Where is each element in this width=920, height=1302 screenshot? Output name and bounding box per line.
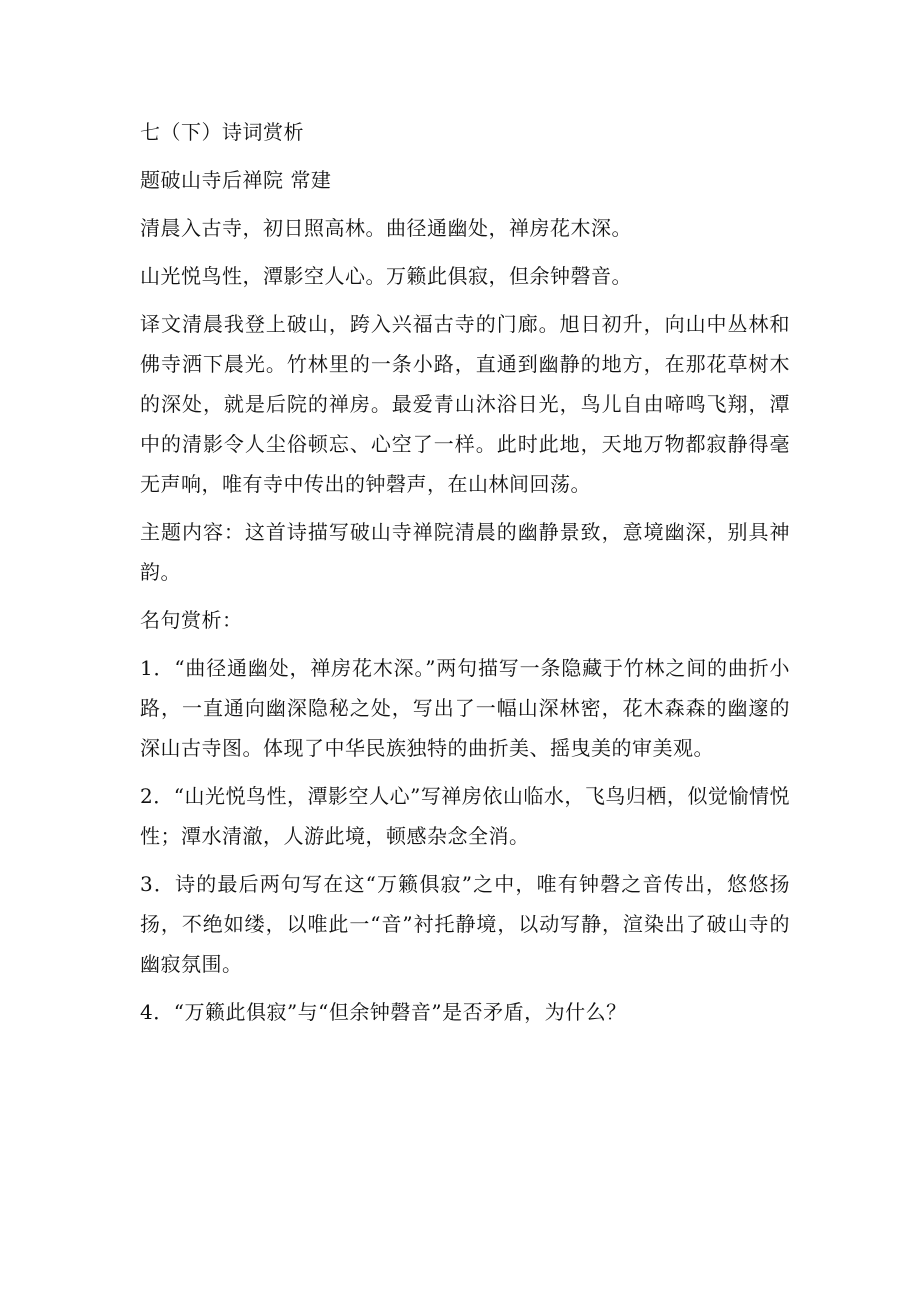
analysis-heading: 名句赏析：: [140, 608, 243, 632]
analysis-item-4: 4．“万籁此俱寂”与“但余钟磬音”是否矛盾，为什么？: [140, 1000, 627, 1024]
poem-line-2: 山光悦鸟性，潭影空人心。万籁此俱寂，但余钟磬音。: [140, 264, 632, 288]
document-heading: 七（下）诗词赏析: [140, 120, 304, 144]
analysis-item-3: 3．诗的最后两句写在这“万籁俱寂”之中，唯有钟磬之音传出，悠悠扬扬，不绝如缕，以唯此一“音”衬托静境，以动写静，渲染出了破山寺的幽寂氛围。: [140, 872, 790, 976]
poem-title: 题破山寺后禅院 常建: [140, 168, 332, 192]
document-page: [140, 112, 790, 1040]
poem-line-1: 清晨入古寺，初日照高林。曲径通幽处，禅房花木深。: [140, 216, 632, 240]
translation-paragraph: 译文清晨我登上破山，跨入兴福古寺的门廊。旭日初升，向山中丛林和佛寺洒下晨光。竹林里的一条小路，直通到幽静的地方，在那花草树木的深处，就是后院的禅房。最爱青山沐浴日光，鸟儿自由啼鸣飞翔，潭中的清影令人尘俗顿忘、心空了一样。此时此地，天地万物都寂静得毫无声响，唯有寺中传出的钟磬声，在山林间回荡。: [140, 312, 790, 496]
theme-paragraph: 主题内容：这首诗描写破山寺禅院清晨的幽静景致，意境幽深，别具神韵。: [140, 520, 790, 584]
analysis-item-2: 2．“山光悦鸟性，潭影空人心”写禅房依山临水，飞鸟归栖，似觉愉情悦性；潭水清澈，人游此境，顿感杂念全消。: [140, 784, 790, 848]
analysis-item-1: 1．“曲径通幽处，禅房花木深。”两句描写一条隐藏于竹林之间的曲折小路，一直通向幽深隐秘之处，写出了一幅山深林密，花木森森的幽邃的深山古寺图。体现了中华民族独特的曲折美、摇曳美的审美观。: [140, 656, 790, 760]
